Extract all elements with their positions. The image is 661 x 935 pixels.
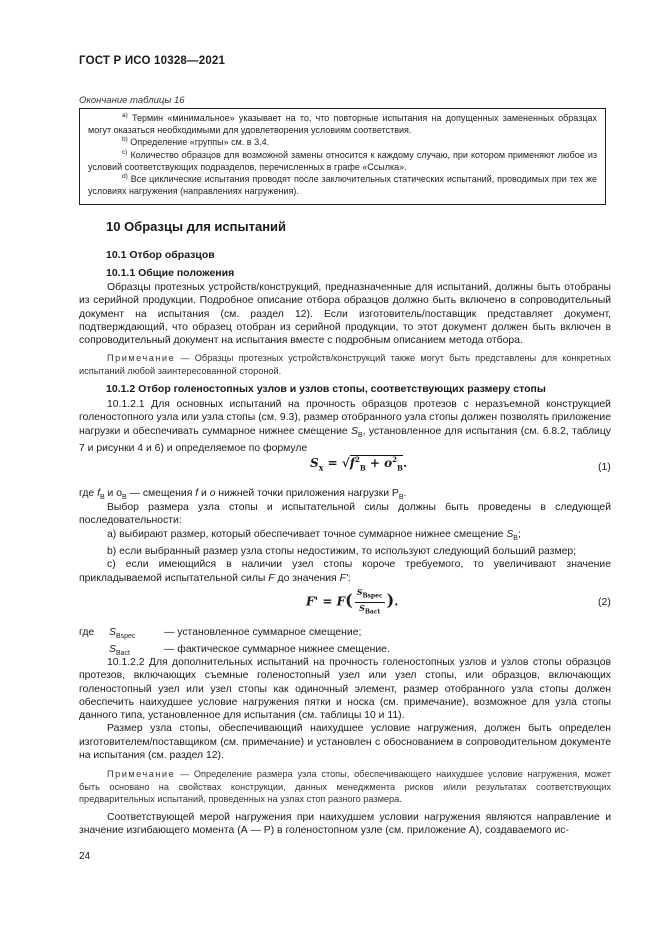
paragraph-final: Соответствующей мерой нагружения при наихудшем условии нагружения являются направление и значение изгибающего момента (А — Р) в голеностопном узле (см. приложение А), создаваемого ис- [79, 812, 611, 837]
equation-number-2: (2) [598, 596, 611, 608]
table-footnotes-box [79, 108, 606, 205]
subsection-10-1-2-title: 10.1.2 Отбор голеностопных узлов и узлов стопы, соответствующих размеру стопы [106, 383, 546, 395]
paragraph-sequence: Выбор размера узла стопы и испытательной силы должны быть проведены в следующей последовательности: а) выбирают размер, который обеспечивает точное суммарное нижнее смещение $S_B$; b) если выбранный размер узла стопы недостижим, то используют следующий больший размер; с) если имеющийся в наличии узел стопы короче требуемого, то увеличивают значение прикладываемой испытательной силы F до значения F': [79, 502, 611, 584]
note-1: Примечание — Образцы протезных устройств/конструкций также могут быть представлены для конкретных испытаний любой заинтересованной стороной. [79, 353, 611, 376]
footnote-d: $^{d)}$ Все циклические испытания проводят после заключительных статических испытаний, проводимых при тех же условиях нагружения (направлениях нагружения). [88, 173, 597, 197]
paragraph-10-1-2-2: 10.1.2.2 Для дополнительных испытаний на прочность голеностопных узлов и узлов стопы образцов протезов, включающих съемные голеностопный узел или узел стопы, или образцов, включающих голеностопный узел или узел стопы как одиночный элемент, размер отобранного узла стопы должен обеспечить наихудшее условие нагружения пятки и носка (см. примечание), возможное для узла стопы данного типа, установленное для испытания (см. таблицы 10 и 11). Размер узла стопы, обеспечивающий наихудшее условие нагружения, должен быть определен изготовителем/поставщиком (см. примечание) и установлен с обоснованием в сопроводительном документе на испытания (см. раздел 12). [79, 657, 611, 762]
paragraph-general: Образцы протезных устройств/конструкций, предназначенные для испытаний, должны быть отобраны из серийной продукции. Подробное описание отбора образцов должно быть включено в сопроводительный документ на испытания (см. раздел 12). Если изготовитель/поставщик представляет документ, подтверждающий, что образец отобран из серийной продукции, то этот документ должен быть включен в сопроводительный документ на испытания вместе с подробным описанием метода отбора. [79, 282, 611, 347]
list-item-a: а) выбирают размер, который обеспечивает точное суммарное нижнее смещение $S_B$; [107, 528, 521, 542]
footnote-c: $^{c)}$ Количество образцов для возможной замены относится к каждому случаю, при котором применяют любое из условий соответствующих подразделов, перечисленных в графе «Ссылка». [88, 148, 597, 172]
formula-1: $S_x = √f^2_B + o^2_B$. [310, 455, 408, 473]
subsection-10-1-1-title: 10.1.1 Общие положения [106, 267, 235, 279]
subsection-10-1-title: 10.1 Отбор образцов [106, 249, 215, 261]
section-title: 10 Образцы для испытаний [106, 219, 287, 234]
formula-2: F' = F( $\frac{S_{Bspec}}{S_{Bact}}$ ). [306, 587, 399, 616]
standard-header: ГОСТ Р ИСО 10328—2021 [79, 55, 226, 67]
table-end-caption: Окончание таблицы 16 [79, 95, 185, 106]
footnote-a: $^{a)}$ Термин «минимальное» указывает на то, что повторные испытания на допущенных замененных образцах могут оказаться необходимыми для удовлетворения условиям соответствия. [88, 112, 597, 136]
page-number: 24 [79, 851, 91, 862]
list-item-c: с) если имеющийся в наличии узел стопы короче требуемого, то увеличивают значение прикладываемой испытательной силы F до значения F': [79, 559, 611, 584]
footnote-b: $^{b)}$ Определение «группы» см. в 3.4. [122, 136, 270, 148]
equation-number-1: (1) [598, 461, 611, 473]
note-2: Примечание — Определение размера узла стопы, обеспечивающего наихудшее условие нагружения, может быть основано на свойствах конструкции, данных менеджмента рисков и/или результатах соответствующих предварительных испытаний, проведенных на узлах стоп разного размера. [79, 769, 611, 804]
definition-row: $S_{Bact}$ — фактическое суммарное нижнее смещение. [109, 644, 390, 658]
definition-row: где $S_{Bspec}$ — установленное суммарное смещение; [79, 627, 362, 641]
list-item-b: b) если выбранный размер узла стопы недостижим, то используют следующий больший размер; [107, 545, 577, 557]
paragraph-10-1-2-1: 10.1.2.1 Для основных испытаний на прочность образцов протезов с неразъемной конструкцией голеностопного узла или узла стопы (см. 9.3), размер отобранного узла стопы должен позволять приложение нагрузки и обеспечивать суммарное нижнее смещение $S_B$, установленное для испытания (см. 6.8.2, таблицу 7 и рисунки 4 и 6) и определяемое по формуле [79, 399, 611, 454]
where-clause-1: где $f_B$ и $o_B$ — смещения f и o нижней точки приложения нагрузки $P_B$. [79, 488, 407, 502]
